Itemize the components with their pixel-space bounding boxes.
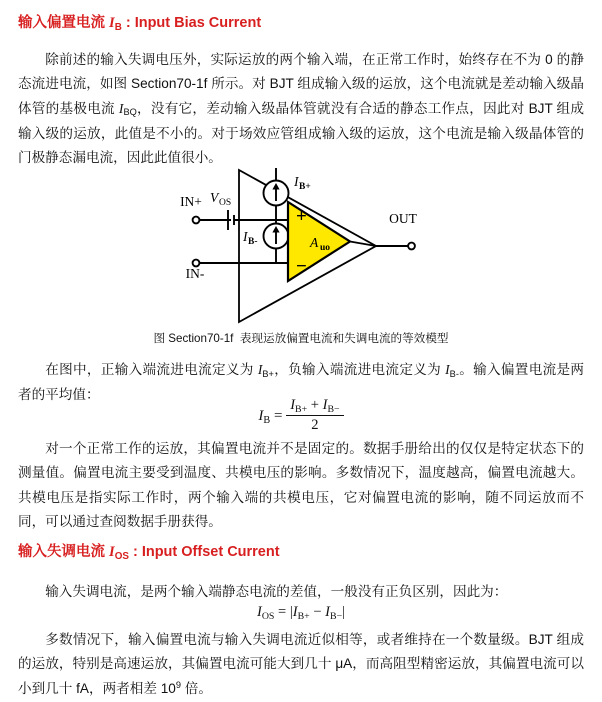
heading-en-text: Input Offset Current <box>141 544 280 560</box>
formula-input-bias-current <box>0 398 602 435</box>
heading-symbol: I <box>109 544 115 560</box>
heading-subscript: OS <box>114 550 129 562</box>
label-ib-minus <box>242 229 258 247</box>
paragraph-offset-definition: 输入失调电流，是两个输入端静态电流的差值，一般没有正负区别，因此为： <box>45 584 508 599</box>
heading-separator: : <box>128 544 142 560</box>
formula-lhs-subscript: B <box>263 414 271 426</box>
label-ib-plus <box>293 174 311 192</box>
section-heading-input-offset-current <box>18 540 280 561</box>
inline-symbol-ibq: I <box>118 100 124 116</box>
paragraph-text-a: 多数情况下，输入偏置电流与输入失调电流近似相等，或者维持在一个数量级。BJT 组成的运放，特别是高速运放，其偏置电流可能大到几十 μA，而高阻型精密运放，其偏置电流可以小到几十 fA，两者相差 10 <box>18 632 584 696</box>
svg-text:V: V <box>210 190 219 205</box>
svg-text:I: I <box>243 229 248 244</box>
label-in-minus: IN- <box>185 266 205 281</box>
label-in-plus: IN+ <box>180 194 202 209</box>
formula-fraction <box>286 397 343 434</box>
formula-lhs-symbol: I <box>256 604 262 620</box>
heading-en-text: Input Bias Current <box>134 15 262 31</box>
caption-prefix: 图 Section70-1f <box>153 332 234 345</box>
paragraph-text-c: 。输入偏置电流是两者的平均值： <box>18 362 585 403</box>
amp-plus-sign: + <box>296 206 307 227</box>
fraction-denominator: 2 <box>311 417 319 433</box>
numerator-symbol-1: I <box>290 397 296 413</box>
in-plus-terminal-node <box>193 217 200 224</box>
fraction-numerator <box>286 397 343 416</box>
paragraph-bias-intro <box>18 48 584 170</box>
numerator-subscript-1: B+ <box>295 403 308 415</box>
inline-symbol-ibminus: I <box>445 362 450 377</box>
heading-cn-text: 输入偏置电流 <box>18 15 110 31</box>
svg-text:I: I <box>294 174 299 189</box>
numerator-symbol-2: I <box>322 397 328 413</box>
caption-text: 表现运放偏置电流和失调电流的等效模型 <box>239 332 449 345</box>
inline-subscript-bminus: B- <box>449 368 459 379</box>
heading-cn-text: 输入失调电流 <box>18 544 110 560</box>
paragraph-text-a: 在图中，正输入端流进电流定义为 <box>45 362 258 377</box>
paragraph-text-b: 倍。 <box>181 680 212 696</box>
svg-text:A: A <box>310 235 319 250</box>
formula-equals: = <box>278 604 287 620</box>
paragraph-bias-variation: 对一个正常工作的运放，其偏置电流并不是固定的。数据手册给出的仅仅是特定状态下的测量值。偏置电流主要受到温度、共模电压的影响。多数情况下，温度越高，偏置电流越大。共模电压是指实际工作时，两个输入端的共模电压，它对偏置电流的影响，随不同运放而不同，可以通过查阅数据手册获得。 <box>18 441 584 529</box>
heading-separator: : <box>121 15 135 31</box>
paragraph-text-b: ，没有它，差动输入级晶体管就没有合适的静态工作点，因此对 BJT 组成输入级的运放，此值是不小的。对于场效应管组成输入级的运放，这个电流是输入级晶体管的门极静态漏电流，因此此值很小。 <box>18 100 584 166</box>
offset-subscript-1: B+ <box>297 610 310 622</box>
out-terminal-node <box>408 243 415 250</box>
svg-text:B-: B- <box>248 237 258 247</box>
numerator-subscript-2: B− <box>327 403 340 415</box>
formula-equals: = <box>273 407 283 424</box>
inline-symbol-ibplus: I <box>257 362 263 377</box>
figure-opamp-equivalent-model <box>0 160 602 332</box>
numerator-operator: + <box>310 397 319 413</box>
svg-text:B+: B+ <box>299 182 311 192</box>
svg-text:OS: OS <box>219 198 232 208</box>
inline-subscript-bplus: B+ <box>262 368 274 379</box>
label-out: OUT <box>389 211 417 226</box>
paragraph-offset-magnitudes <box>18 628 584 702</box>
inline-subscript-bq: BQ <box>123 107 137 118</box>
heading-symbol: I <box>109 15 115 31</box>
formula-input-offset-current <box>0 604 602 621</box>
ib-plus-current-source <box>264 181 289 206</box>
paragraph-text-a: 除前述的输入失调电压外，实际运放的两个输入端，在正常工作时，始终存在不为 0 的静态流进电流，如图 Section70-1f 所示。对 BJT 组成输入级的运放，这个电流就是差动输入级晶体管的基极电流 <box>18 52 584 116</box>
offset-operator: − <box>313 604 322 620</box>
exponent-nine: 9 <box>175 680 182 691</box>
offset-symbol-2: I <box>325 604 330 620</box>
label-vos <box>210 190 231 208</box>
abs-bar-open: | <box>289 604 293 620</box>
svg-text:uo: uo <box>320 243 331 253</box>
abs-bar-close: | <box>342 604 346 620</box>
section-heading-input-bias-current <box>18 11 261 32</box>
amp-minus-sign: − <box>296 256 307 277</box>
offset-subscript-2: B− <box>330 610 343 622</box>
formula-lhs-symbol: I <box>258 407 264 424</box>
formula-lhs-subscript: OS <box>261 610 275 622</box>
figure-caption <box>0 330 602 346</box>
paragraph-text-b: ，负输入端流进电流定义为 <box>273 362 446 377</box>
ib-minus-current-source <box>264 224 289 249</box>
offset-symbol-1: I <box>292 604 298 620</box>
opamp-schematic <box>0 160 602 332</box>
heading-subscript: B <box>114 21 122 33</box>
